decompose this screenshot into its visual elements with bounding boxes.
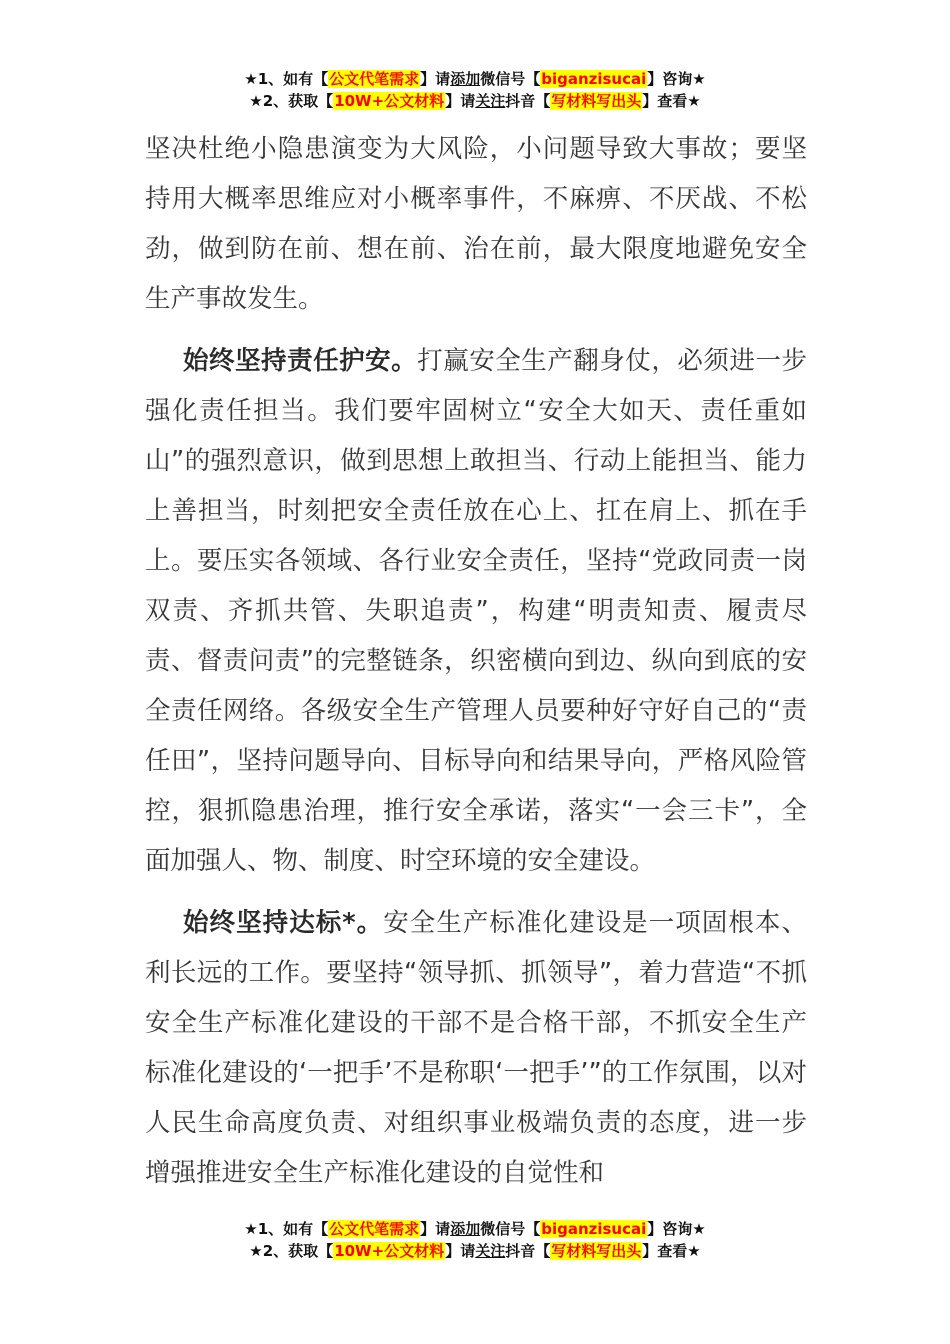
paragraph-3-heading: 始终坚持达标*。 <box>183 908 384 938</box>
highlight-wechat-id: biganzisucai <box>541 70 647 88</box>
paragraph-2-heading: 始终坚持责任护安。 <box>183 346 418 376</box>
header-banner <box>0 68 950 112</box>
paragraph-2 <box>145 336 807 886</box>
paragraph-3 <box>145 898 807 1198</box>
highlight-douyin: 写材料写出头 <box>551 92 642 110</box>
paragraph-2-body: 打赢安全生产翻身仗，必须进一步强化责任担当。我们要牢固树立“安全大如天、责任重如山”的强烈意识，做到思想上敢担当、行动上能担当、能力上善担当，时刻把安全责任放在心上、扛在肩上、抓在手上。要压实各领域、各行业安全责任，坚持“党政同责一岗双责、齐抓共管、失职追责”，构建“明责知责、履责尽责、督责问责”的完整链条，织密横向到边、纵向到底的安全责任网络。各级安全生产管理人员要种好守好自己的“责任田”，坚持问题导向、目标导向和结果导向，严格风险管控，狠抓隐患治理，推行安全承诺，落实“一会三卡”，全面加强人、物、制度、时空环境的安全建设。 <box>145 346 807 876</box>
highlight-materials: 10W+公文材料 <box>334 92 445 110</box>
footer-line-1: ★1、如有【公文代笔需求】请添加微信号【biganzisucai】咨询★ <box>244 1220 706 1238</box>
footer-banner <box>0 1218 950 1262</box>
paragraph-1: 坚决杜绝小隐患演变为大风险，小问题导致大事故；要坚持用大概率思维应对小概率事件，不麻痹、不厌战、不松劲，做到防在前、想在前、治在前，最大限度地避免安全生产事故发生。 <box>145 134 807 314</box>
footer-line-2: ★2、获取【10W+公文材料】请关注抖音【写材料写出头】查看★ <box>249 1242 701 1260</box>
paragraph-3-body: 安全生产标准化建设是一项固根本、利长远的工作。要坚持“领导抓、抓领导”，着力营造“不抓安全生产标准化建设的干部不是合格干部，不抓安全生产标准化建设的‘一把手’不是称职‘一把手’”的工作氛围，以对人民生命高度负责、对组织事业极端负责的态度，进一步增强推进安全生产标准化建设的自觉性和 <box>145 908 807 1188</box>
banner-line-2: ★2、获取【10W+公文材料】请关注抖音【写材料写出头】查看★ <box>249 92 701 110</box>
document-body <box>145 124 807 1198</box>
highlight-ghostwriting: 公文代笔需求 <box>329 70 420 88</box>
banner-line-1: ★1、如有【公文代笔需求】请添加微信号【biganzisucai】咨询★ <box>244 70 706 88</box>
